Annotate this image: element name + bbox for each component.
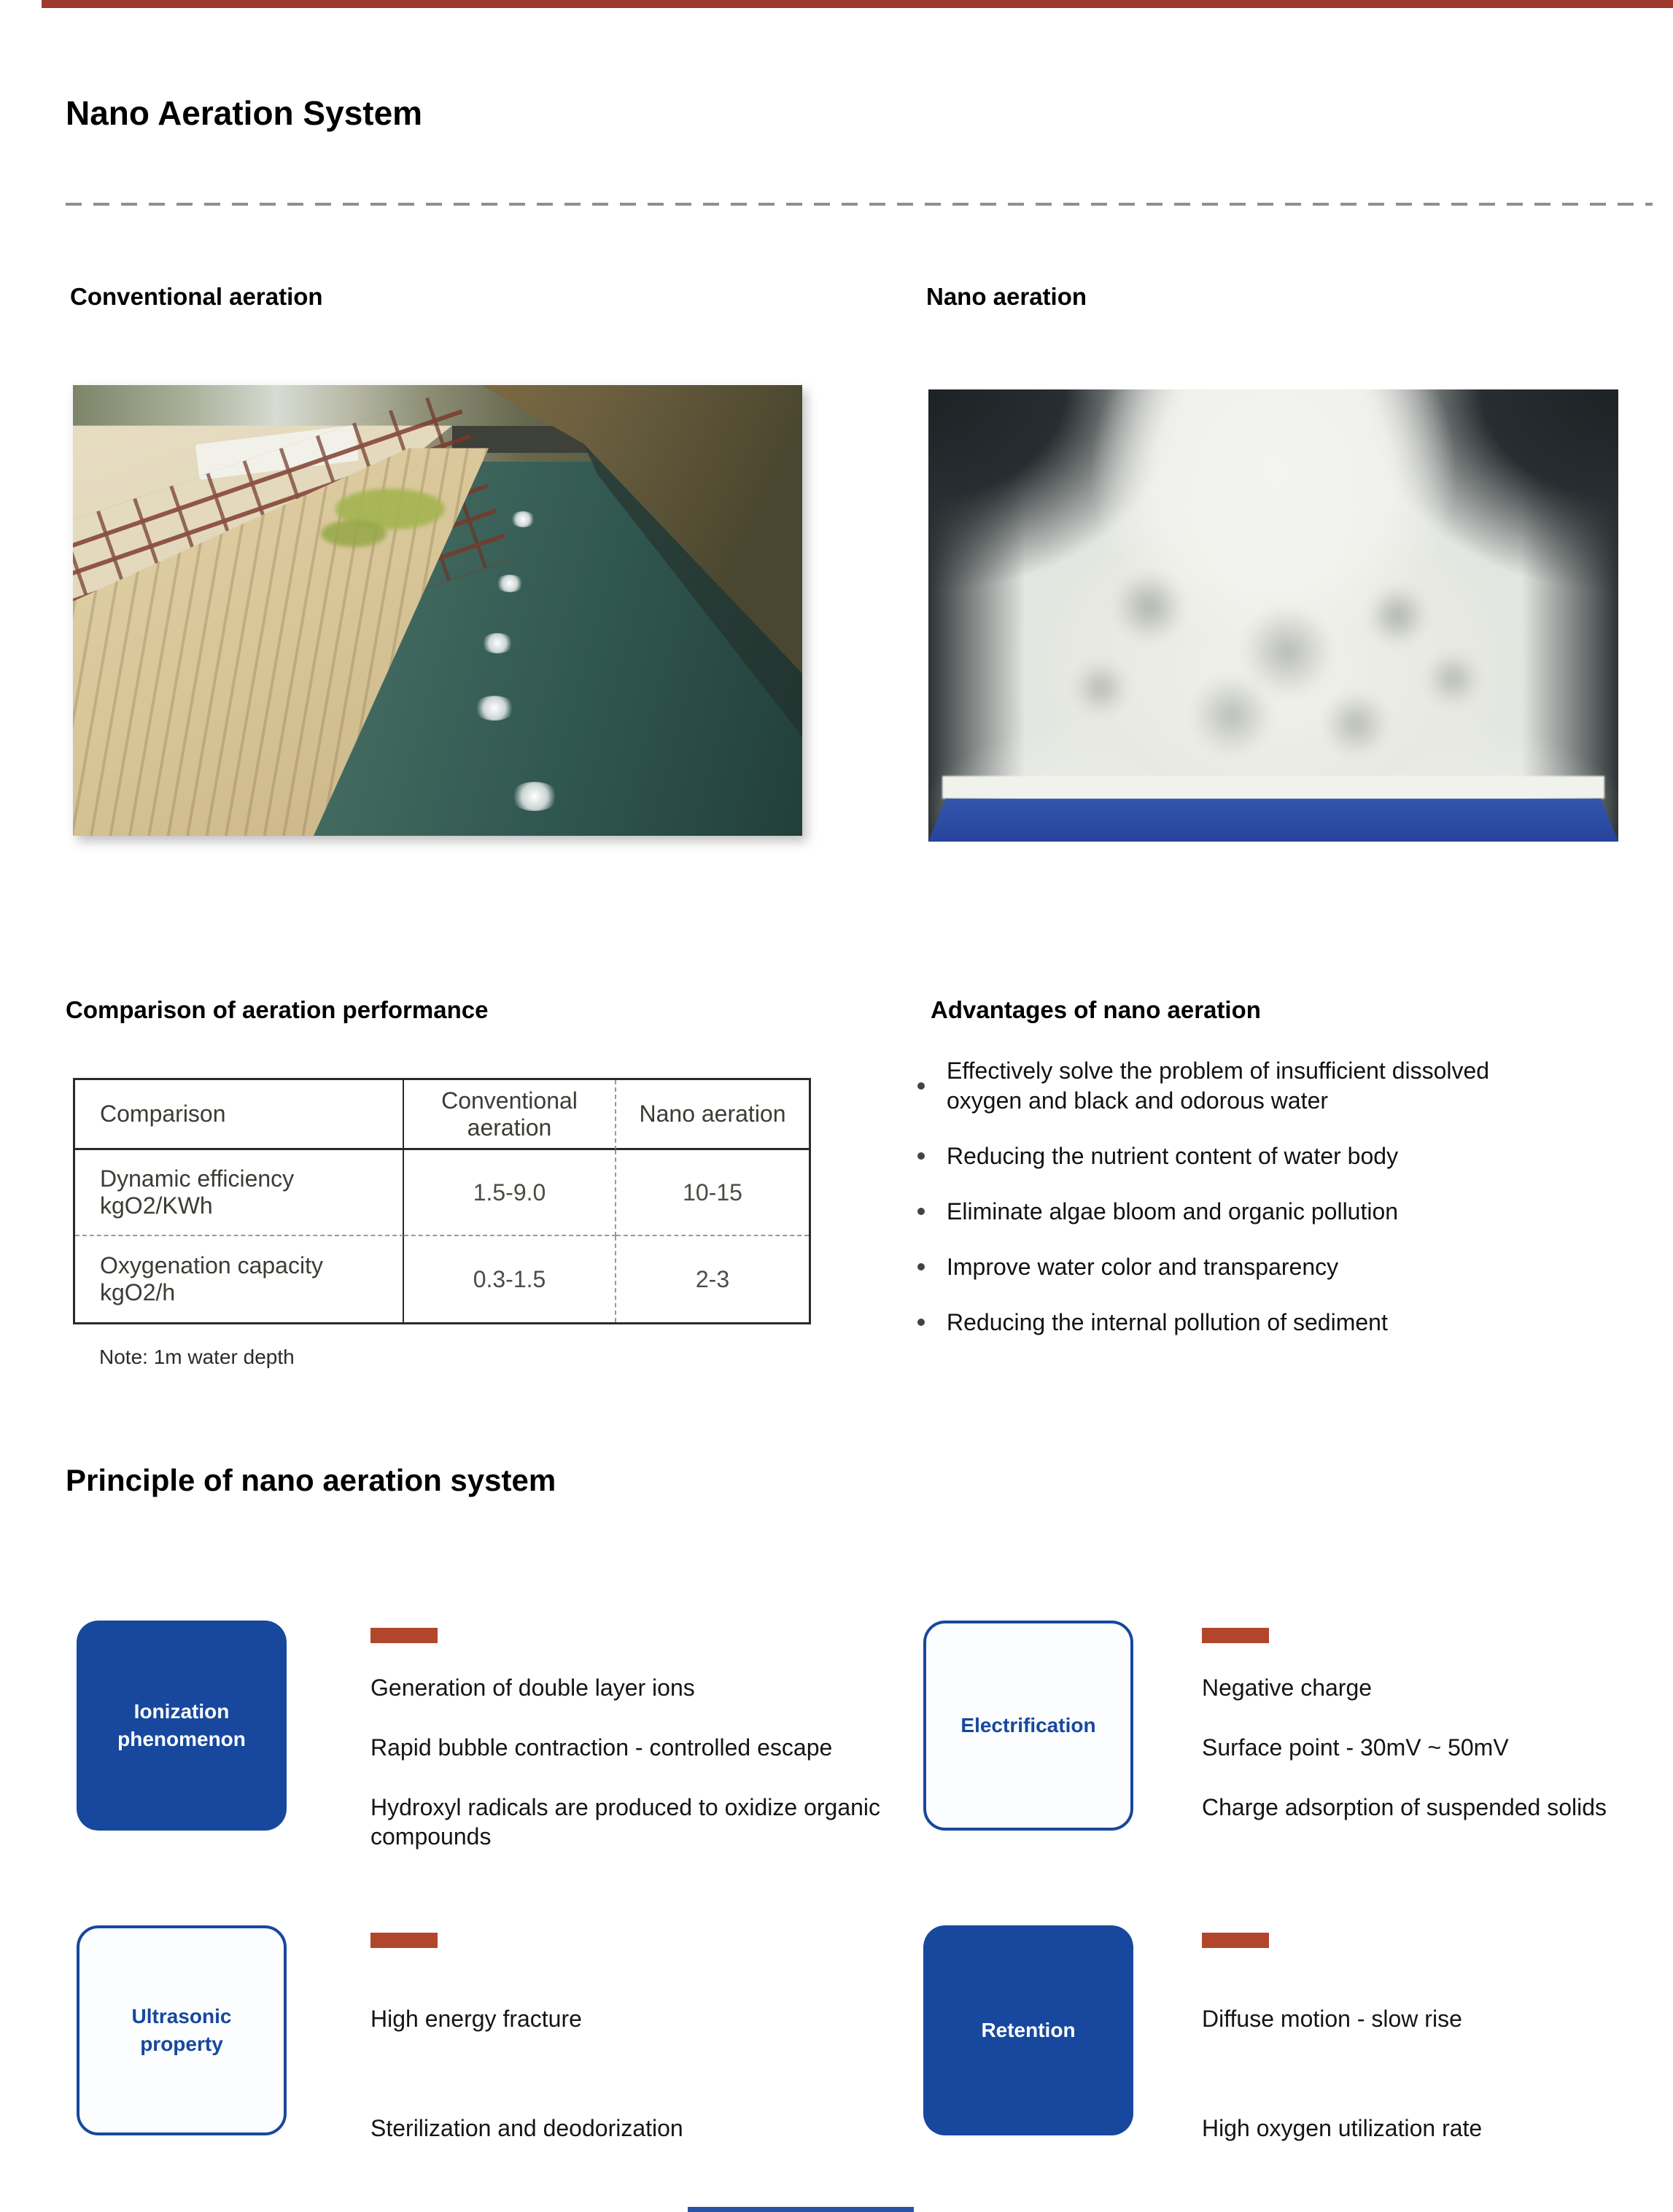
advantage-text: Effectively solve the problem of insufficient dissolved oxygen and black and odorous water [947, 1058, 1490, 1114]
ionization-card [77, 1621, 287, 1831]
point-text: Sterilization and deodorization [370, 2115, 683, 2141]
table-header-nano: Nano aeration [616, 1080, 809, 1150]
table-cell-value: 1.5-9.0 [404, 1150, 616, 1236]
advantage-text: Eliminate algae bloom and organic pollution [947, 1198, 1399, 1225]
aerator-splash [511, 782, 559, 811]
nano-aeration-photo [928, 389, 1618, 842]
red-dash-icon [1202, 1933, 1269, 1948]
table-note: Note: 1m water depth [99, 1346, 295, 1368]
nano-photo-label: Nano aeration [926, 283, 1087, 310]
table-row-label: Oxygenation capacity kgO2/h [75, 1236, 404, 1322]
point-text: Diffuse motion - slow rise [1202, 2006, 1462, 2032]
bubble-texture [928, 389, 1618, 842]
aerator-splash [511, 511, 535, 527]
list-item [917, 1197, 1588, 1227]
list-item [917, 1056, 1588, 1116]
table-cell-value: 10-15 [616, 1150, 809, 1236]
point-text: Hydroxyl radicals are produced to oxidize organic compounds [370, 1794, 881, 1850]
point-text: Rapid bubble contraction - controlled escape [370, 1734, 833, 1761]
list-item [917, 1308, 1588, 1338]
red-dash-icon [1202, 1628, 1269, 1643]
comparison-heading: Comparison of aeration performance [66, 996, 489, 1023]
retention-card [923, 1925, 1133, 2135]
point-text: Generation of double layer ions [370, 1674, 695, 1701]
red-dash-icon [370, 1628, 438, 1643]
conventional-photo-label: Conventional aeration [70, 283, 323, 310]
ultrasonic-points [370, 1925, 925, 2144]
aerator-splash [481, 633, 513, 653]
dashed-divider [66, 203, 1653, 206]
table-header-comparison: Comparison [75, 1080, 404, 1150]
advantage-text: Improve water color and transparency [947, 1253, 1339, 1280]
electrification-points [1202, 1621, 1673, 1839]
point-text: Surface point - 30mV ~ 50mV [1202, 1734, 1509, 1761]
page-title: Nano Aeration System [66, 94, 423, 132]
bottom-accent-bar [688, 2207, 914, 2212]
red-dash-icon [370, 1933, 438, 1948]
table-cell-value: 2-3 [695, 1265, 730, 1292]
point-text: Negative charge [1202, 1674, 1373, 1701]
blue-diffuser-tray [928, 799, 1618, 842]
card-title: Ultrasonic property [131, 2005, 232, 2055]
bullet-dot-icon [917, 1152, 925, 1160]
principle-heading: Principle of nano aeration system [66, 1463, 556, 1497]
advantages-heading: Advantages of nano aeration [931, 996, 1261, 1023]
ultrasonic-card [77, 1925, 287, 2135]
advantage-text: Reducing the internal pollution of sediment [947, 1308, 1388, 1335]
point-text: High oxygen utilization rate [1202, 2115, 1483, 2141]
top-accent-bar [42, 0, 1673, 8]
bullet-dot-icon [917, 1082, 925, 1090]
table-row-label: Dynamic efficiency kgO2/KWh [75, 1150, 404, 1236]
conventional-aeration-photo [73, 385, 802, 836]
point-text: High energy fracture [370, 2006, 582, 2032]
table-cell-value: 0.3-1.5 [404, 1236, 616, 1322]
bullet-dot-icon [917, 1319, 925, 1326]
table-header-conventional [404, 1080, 616, 1150]
list-item [917, 1252, 1588, 1282]
comparison-table [73, 1078, 811, 1324]
retention-points [1202, 1925, 1673, 2144]
aerator-splash [496, 575, 524, 592]
list-item [917, 1141, 1588, 1171]
card-title: Ionization phenomenon [117, 1700, 246, 1750]
bullet-dot-icon [917, 1208, 925, 1215]
bubble-sheet [942, 776, 1604, 799]
advantages-list [917, 1056, 1588, 1338]
bullet-dot-icon [917, 1263, 925, 1270]
advantage-text: Reducing the nutrient content of water body [947, 1142, 1399, 1169]
ionization-points [370, 1621, 925, 1850]
table-header-conventional-text: Conventional aeration [441, 1087, 578, 1141]
electrification-card [923, 1621, 1133, 1831]
card-title: Electrification [960, 1714, 1096, 1737]
point-text: Charge adsorption of suspended solids [1202, 1794, 1607, 1820]
card-title: Retention [981, 2019, 1076, 2042]
